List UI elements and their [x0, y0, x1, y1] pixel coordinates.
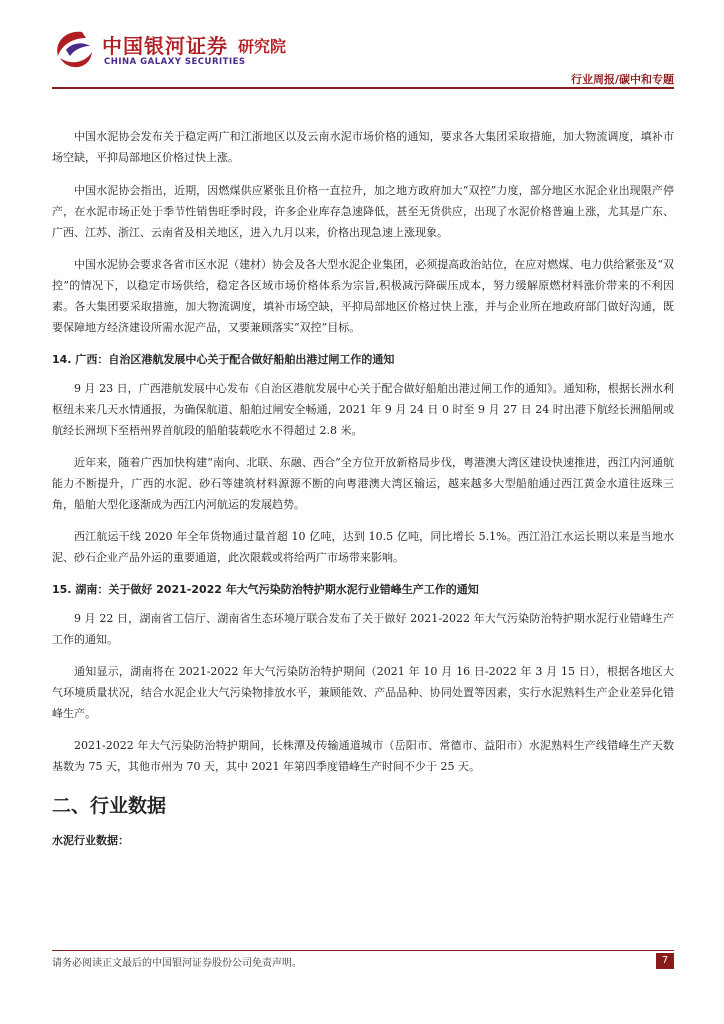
page-number: 7 — [656, 953, 674, 969]
header-divider — [52, 87, 674, 89]
paragraph: 9 月 23 日，广西港航发展中心发布《自治区港航发展中心关于配合做好船舶出港过闸工作的通知》。通知称，根据长洲水利枢纽未来几天水情通报，为确保航道、船舶过闸安全畅通，2021 年 9 月 24 日 0 时至 9 月 27 日 24 时出港下航经长洲船闸或航经长洲坝下至梧州界首航段的船舶装载吃水不得超过 2.8 米。 — [52, 382, 674, 437]
paragraph: 2021-2022 年大气污染防治特护期间，长株潭及传输通道城市（岳阳市、常德市、益阳市）水泥熟料生产线错峰生产天数基数为 75 天，其他市州为 70 天，其中 2021 年第四季度错峰生产时间不少于 25 天。 — [52, 739, 674, 773]
report-tag: 行业周报/碳中和专题 — [570, 73, 674, 86]
paragraph: 西江航运干线 2020 年全年货物通过量首超 10 亿吨，达到 10.5 亿吨，同比增长 5.1%。西江沿江水运长期以来是当地水泥、砂石企业产品外运的重要通道，此次限载或将给两广市场带来影响。 — [52, 530, 674, 564]
paragraph: 9 月 22 日，湖南省工信厅、湖南省生态环境厅联合发布了关于做好 2021-2022 年大气污染防治特护期水泥行业错峰生产工作的通知。 — [52, 612, 674, 646]
page-header — [52, 24, 674, 94]
subsection-label: 水泥行业数据： — [52, 834, 129, 847]
paragraph: 中国水泥协会指出，近期，因燃煤供应紧张且价格一直拉升，加之地方政府加大“双控”力度，部分地区水泥企业出现限产停产，在水泥市场正处于季节性销售旺季时段，许多企业库存急速降低，甚至无货供应，出现了水泥价格普遍上涨，尤其是广东、广西、江苏、浙江、云南省及相关地区，进入九月以来，价格出现急速上涨现象。 — [52, 184, 674, 239]
paragraph: 中国水泥协会要求各省市区水泥（建材）协会及各大型水泥企业集团，必须提高政治站位，在应对燃煤、电力供给紧张及“双控”的情况下，以稳定市场供给，稳定各区域市场价格体系为宗旨,积极减污降碳压成本，努力缓解原燃材料涨价带来的不利因素。各大集团要采取措施，加大物流调度，填补市场空缺，平抑局部地区价格过快上涨，并与企业所在地政府部门做好沟通，既要保障地方经济建设所需水泥产品，又要兼顾落实“双控”目标。 — [52, 258, 674, 334]
main-content — [52, 126, 674, 848]
footer-divider — [52, 950, 674, 951]
paragraph: 通知显示，湖南将在 2021-2022 年大气污染防治特护期间（2021 年 10 月 16 日-2022 年 3 月 15 日），根据各地区大气环境质量状况，结合水泥企业大气污染物排放水平，兼顾能效、产品品种、协同处置等因素，实行水泥熟料生产企业差异化错峰生产。 — [52, 665, 674, 720]
brand-institute: 研究院 — [238, 37, 287, 56]
brand-name-en: CHINA GALAXY SECURITIES — [104, 57, 246, 67]
brand-name-cn: 中国银河证券 — [102, 34, 228, 58]
paragraph: 中国水泥协会发布关于稳定两广和江浙地区以及云南水泥市场价格的通知，要求各大集团采取措施，加大物流调度，填补市场空缺，平抑局部地区价格过快上涨。 — [52, 130, 674, 164]
paragraph: 近年来，随着广西加快构建“南向、北联、东融、西合”全方位开放新格局步伐，粤港澳大湾区建设快速推进，西江内河通航能力不断提升，广西的水泥、砂石等建筑材料源源不断的向粤港澳大湾区输运，越来越多大型船舶通过西江黄金水道往返珠三角，船舶大型化逐渐成为西江内河航运的发展趋势。 — [52, 456, 674, 511]
section-title-14: 14. 广西：自治区港航发展中心关于配合做好船舶出港过闸工作的通知 — [52, 353, 395, 366]
footer-disclaimer: 请务必阅读正文最后的中国银河证券股份公司免责声明。 — [52, 958, 302, 969]
section-title-15: 15. 湖南：关于做好 2021-2022 年大气污染防治特护期水泥行业错峰生产工作的通知 — [52, 583, 479, 596]
galaxy-logo-icon — [52, 28, 96, 72]
chapter-heading: 二、行业数据 — [52, 795, 167, 817]
